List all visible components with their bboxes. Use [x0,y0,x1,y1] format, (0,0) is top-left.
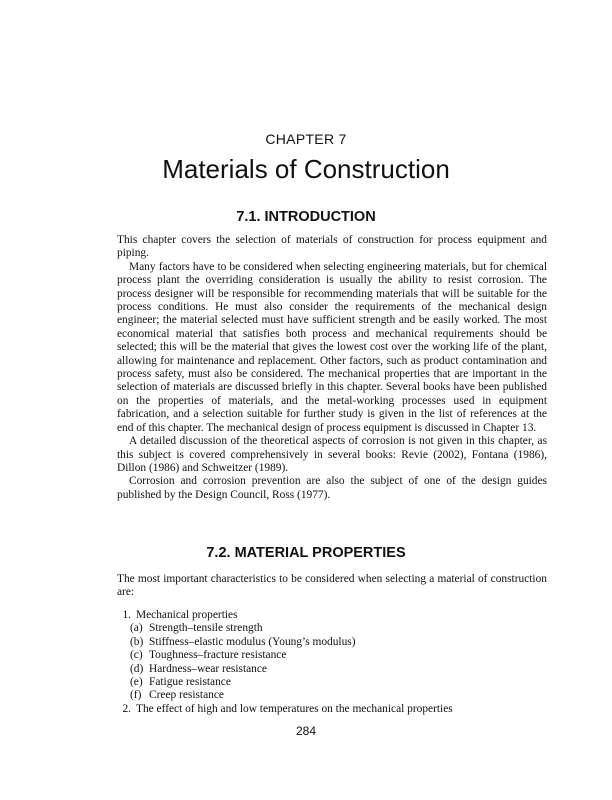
chapter-label: CHAPTER 7 [265,131,347,147]
sub-list [117,622,547,702]
paragraph: A detailed discussion of the theoretical aspects of corrosion is not given in this chapter, as this subject is covered comprehensively in several books: Revie (2002), Fontana (1986), Dillon (1986) and Schweitzer (1989). [117,435,547,474]
sub-list-letter: (c) [130,649,143,662]
introduction-body [117,234,547,502]
list-item-text: Mechanical properties [136,609,238,621]
list-item [117,703,547,716]
sub-list-item [130,676,547,689]
list-number: 1. [122,609,131,621]
sub-list-text: Creep resistance [149,689,224,702]
material-properties-body [117,573,547,600]
sub-list-text: Hardness–wear resistance [149,662,267,675]
section-heading-material-properties: 7.2. MATERIAL PROPERTIES [206,545,406,561]
sub-list-letter: (b) [130,635,144,648]
sub-list-text: Fatigue resistance [149,676,231,689]
sub-list-text: Strength–tensile strength [149,622,263,635]
section-heading-introduction: 7.1. INTRODUCTION [236,209,376,225]
sub-list-text: Stiffness–elastic modulus (Young’s modulus) [149,635,356,648]
sub-list-item [130,689,547,702]
list-item-text: The effect of high and low temperatures on the mechanical properties [136,702,453,715]
sub-list-letter: (e) [130,676,143,689]
sub-list-item [130,663,547,676]
sub-list-letter: (a) [130,622,143,635]
sub-list-item [130,636,547,649]
sub-list-item [130,649,547,662]
chapter-title: Materials of Construction [162,154,450,184]
sub-list-letter: (f) [130,689,142,702]
sub-list-letter: (d) [130,662,144,675]
page-number: 284 [295,724,317,738]
characteristics-list [117,609,547,716]
paragraph: Many factors have to be considered when selecting engineering materials, but for chemical process plant the overriding consideration is usually the ability to resist corrosion. The process designer will be responsible for recommending materials that will be suitable for the process conditions. He must also consider the requirements of the mechanical design engineer; the material selected must have sufficient strength and be easily worked. The most economical material that satisfies both process and mechanical requirements should be selected; this will be the material that gives the lowest cost over the working life of the plant, allowing for maintenance and replacement. Other factors, such as product contamination and process safety, must also be considered. The mechanical properties that are important in the selection of materials are discussed briefly in this chapter. Several books have been published on the properties of materials, and the metal-working processes used in equipment fabrication, and a selection suitable for further study is given in the list of references at the end of this chapter. The mechanical design of process equipment is discussed in Chapter 13. [117,260,547,434]
list-number: 2. [122,702,131,715]
list-item [117,609,547,703]
paragraph: Corrosion and corrosion prevention are also the subject of one of the design guides published by the Design Council, Ross (1977). [117,475,547,501]
sub-list-text: Toughness–fracture resistance [149,649,287,662]
paragraph: The most important characteristics to be considered when selecting a material of construction are: [117,573,547,599]
sub-list-item [130,622,547,635]
paragraph: This chapter covers the selection of materials of construction for process equipment and piping. [117,234,547,260]
